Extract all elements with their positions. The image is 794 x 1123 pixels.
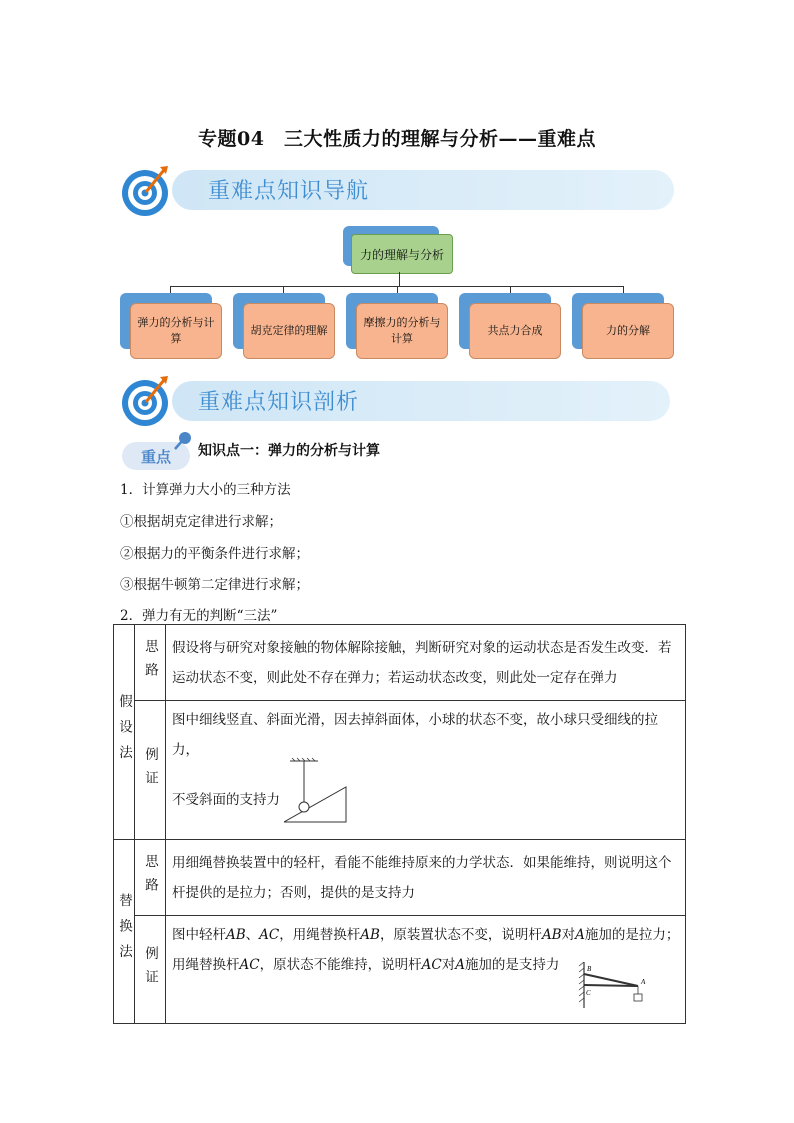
- tree-root-node: 力的理解与分析: [351, 234, 453, 274]
- method-label: 假设法: [114, 625, 135, 840]
- section-banner-analysis: [172, 381, 670, 421]
- paragraph: ①根据胡克定律进行求解；: [120, 514, 282, 530]
- example-cell: [166, 701, 686, 840]
- table-row: [114, 701, 686, 840]
- tree-child-node: 力的分解: [582, 303, 674, 359]
- page-title: 专题04 三大性质力的理解与分析——重难点: [198, 128, 596, 150]
- example-text: 用绳替换杆AC，原状态不能维持，说明杆AC对A施加的是支持力: [172, 957, 560, 973]
- rod-bracket-figure: [578, 960, 650, 1018]
- paragraph: 1．计算弹力大小的三种方法: [120, 482, 291, 498]
- thinking-text: 用细绳替换装置中的轻杆，看能不能维持原来的力学状态．如果能维持，则说明这个杆提供的是拉力；否则，提供的是支持力: [166, 840, 686, 916]
- tree-child-node: 共点力合成: [469, 303, 561, 359]
- tree-child-node: 摩擦力的分析与计算: [356, 303, 448, 359]
- figure-label-b: B: [587, 965, 592, 973]
- section-banner-navigation: [172, 170, 674, 210]
- example-label: 例证: [135, 916, 166, 1024]
- figure-label-a: A: [641, 978, 646, 986]
- knowledge-point-title: 知识点一：弹力的分析与计算: [198, 443, 380, 459]
- figure-label-c: C: [586, 989, 591, 997]
- incline-ball-figure: [284, 757, 354, 829]
- target-icon: [120, 164, 174, 218]
- table-row: [114, 840, 686, 916]
- example-text: 图中细线竖直、斜面光滑，因去掉斜面体，小球的状态不变，故小球只受细线的拉力，: [172, 712, 658, 758]
- target-icon: [120, 374, 174, 428]
- example-cell: [166, 916, 686, 1024]
- tree-child-node: 胡克定律的理解: [243, 303, 335, 359]
- key-point-badge: 重点: [122, 442, 190, 470]
- section-heading: 重难点知识剖析: [198, 390, 360, 415]
- example-label: 例证: [135, 701, 166, 840]
- example-text: 不受斜面的支持力: [172, 792, 280, 808]
- section-heading: 重难点知识导航: [208, 179, 370, 204]
- thinking-label: 思路: [135, 840, 166, 916]
- example-text: 图中轻杆AB、AC，用绳替换杆AB，原装置状态不变，说明杆AB对A施加的是拉力；: [172, 927, 680, 943]
- tree-child-node: 弹力的分析与计算: [130, 303, 222, 359]
- connector: [399, 272, 400, 287]
- paragraph: 2．弹力有无的判断“三法”: [120, 608, 278, 624]
- paragraph: ②根据力的平衡条件进行求解；: [120, 546, 309, 562]
- thinking-label: 思路: [135, 625, 166, 701]
- pushpin-icon: [172, 430, 194, 452]
- table-row: [114, 916, 686, 1024]
- methods-table: [113, 624, 686, 1024]
- thinking-text: 假设将与研究对象接触的物体解除接触，判断研究对象的运动状态是否发生改变．若运动状态不变，则此处不存在弹力；若运动状态改变，则此处一定存在弹力: [166, 625, 686, 701]
- table-row: [114, 625, 686, 701]
- paragraph: ③根据牛顿第二定律进行求解；: [120, 577, 309, 593]
- method-label: 替换法: [114, 840, 135, 1024]
